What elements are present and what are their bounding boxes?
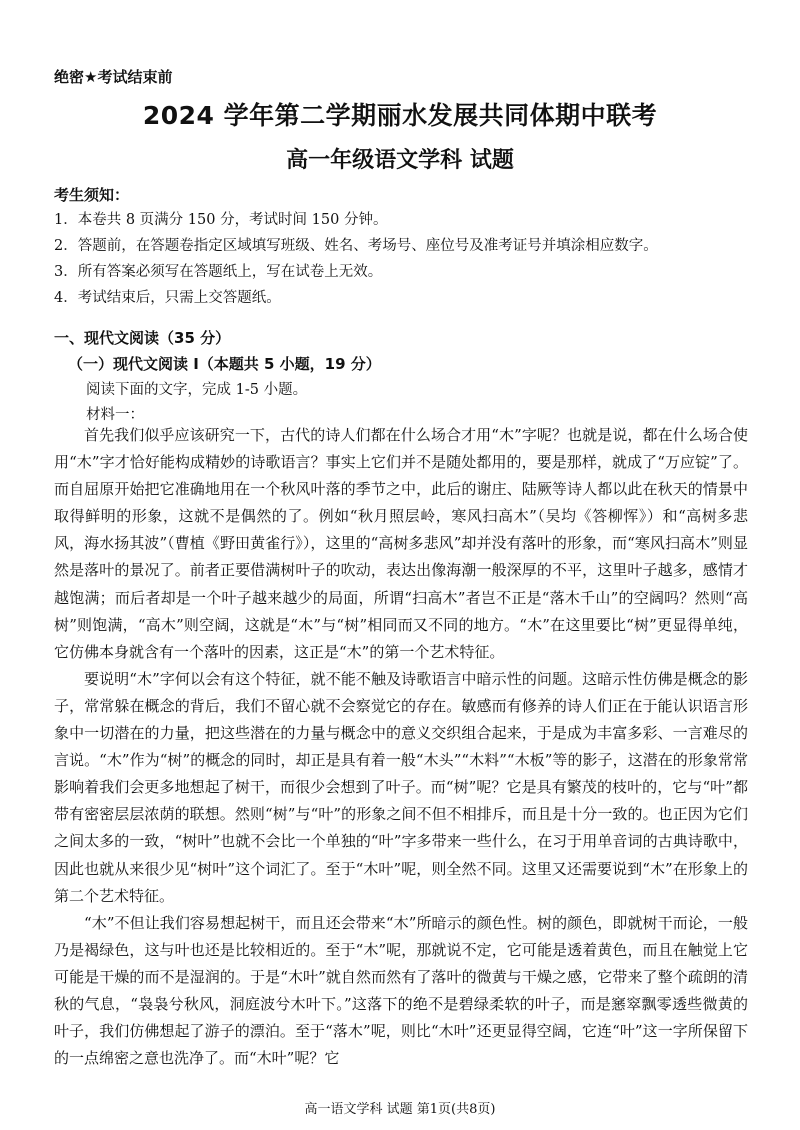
- passage-paragraph: 要说明“木”字何以会有这个特征，就不能不触及诗歌语言中暗示性的问题。这暗示性仿佛是概念的影子，常常躲在概念的背后，我们不留心就不会察觉它的存在。敏感而有修养的诗人们正在于能认识语言形象中一切潜在的力量，把这些潜在的力量与概念中的意义交织组合起来，于是成为丰富多彩、一言难尽的言说。“木”作为“树”的概念的同时，却正是具有着一般“木头”“木料”“木板”等的影子，这潜在的形象常常影响着我们会更多地想起了树干，而很少会想到了叶子。而“树”呢？它是具有繁茂的枝叶的，它与“叶”都带有密密层层浓荫的联想。然则“树”与“叶”的形象之间不但不相排斥，而且是十分一致的。也正因为它们之间太多的一致，“树叶”也就不会比一个单独的“叶”字多带来一些什么，在习于用单音词的古典诗歌中，因此也就从来很少见“树叶”这个词汇了。至于“木叶”呢，则全然不同。这里又还需要说到“木”在形象上的第二个艺术特征。: [54, 669, 748, 905]
- subsection-heading: （一）现代文阅读 I（本题共 5 小题，19 分）: [68, 355, 381, 373]
- notice-list: [54, 207, 754, 311]
- notice-item: 2．答题前，在答题卷指定区域填写班级、姓名、考场号、座位号及准考证号并填涂相应数字。: [54, 238, 658, 254]
- exam-title: 2024 学年第二学期丽水发展共同体期中联考: [142, 101, 658, 130]
- confidential-label: 绝密★考试结束前: [54, 68, 173, 86]
- passage-paragraph: “木”不但让我们容易想起树干，而且还会带来“木”所暗示的颜色性。树的颜色，即就树干而论，一般乃是褐绿色，这与叶也还是比较相近的。至于“木”呢，那就说不定，它可能是透着黄色，而且在触觉上它可能是干燥的而不是湿润的。于是“木叶”就自然而然有了落叶的微黄与干燥之感，它带来了整个疏朗的清秋的气息，“袅袅兮秋风，洞庭波兮木叶下。”这落下的绝不是碧绿柔软的叶子，而是窸窣飘零透些微黄的叶子，我们仿佛想起了游子的漂泊。至于“落木”呢，则比“木叶”还更显得空阔，它连“叶”这一字所保留下的一点绵密之意也洗净了。而“木叶”呢？它: [54, 913, 748, 1068]
- notice-item: 4．考试结束后，只需上交答题纸。: [54, 290, 281, 306]
- page-footer: 高一语文学科 试题 第1页(共8页): [304, 1102, 496, 1117]
- notice-item: 1．本卷共 8 页满分 150 分，考试时间 150 分钟。: [54, 212, 388, 228]
- material-label: 材料一：: [86, 407, 144, 423]
- reading-passage: [54, 422, 748, 1072]
- notice-heading: 考生须知：: [54, 186, 130, 204]
- reading-instruction: 阅读下面的文字，完成 1-5 小题。: [86, 382, 308, 398]
- notice-item: 3．所有答案必须写在答题纸上，写在试卷上无效。: [54, 264, 383, 280]
- section-heading: 一、现代文阅读（35 分）: [54, 329, 231, 347]
- passage-paragraph: 首先我们似乎应该研究一下，古代的诗人们都在什么场合才用“木”字呢？也就是说，都在什么场合使用“木”字才恰好能构成精妙的诗歌语言？事实上它们并不是随处都用的，要是那样，就成了“万应锭”了。而自屈原开始把它准确地用在一个秋风叶落的季节之中，此后的谢庄、陆厥等诗人都以此在秋天的情景中取得鲜明的形象，这就不是偶然的了。例如“秋月照层岭，寒风扫高木”（吴均《答柳恽》）和“高树多悲风，海水扬其波”（曹植《野田黄雀行》），这里的“高树多悲风”却并没有落叶的形象，而“寒风扫高木”则显然是落叶的景况了。前者正要借满树叶子的吹动，表达出像海潮一般深厚的不平，这里叶子越多，感情才越饱满；而后者却是一个叶子越来越少的局面，所谓“扫高木”者岂不正是“落木千山”的空阔吗？然则“高树”则饱满，“高木”则空阔，这就是“木”与“树”相同而又不同的地方。“木”在这里要比“树”更显得单纯，它仿佛本身就含有一个落叶的因素，这正是“木”的第一个艺术特征。: [54, 426, 748, 661]
- exam-subtitle: 高一年级语文学科 试题: [286, 148, 514, 173]
